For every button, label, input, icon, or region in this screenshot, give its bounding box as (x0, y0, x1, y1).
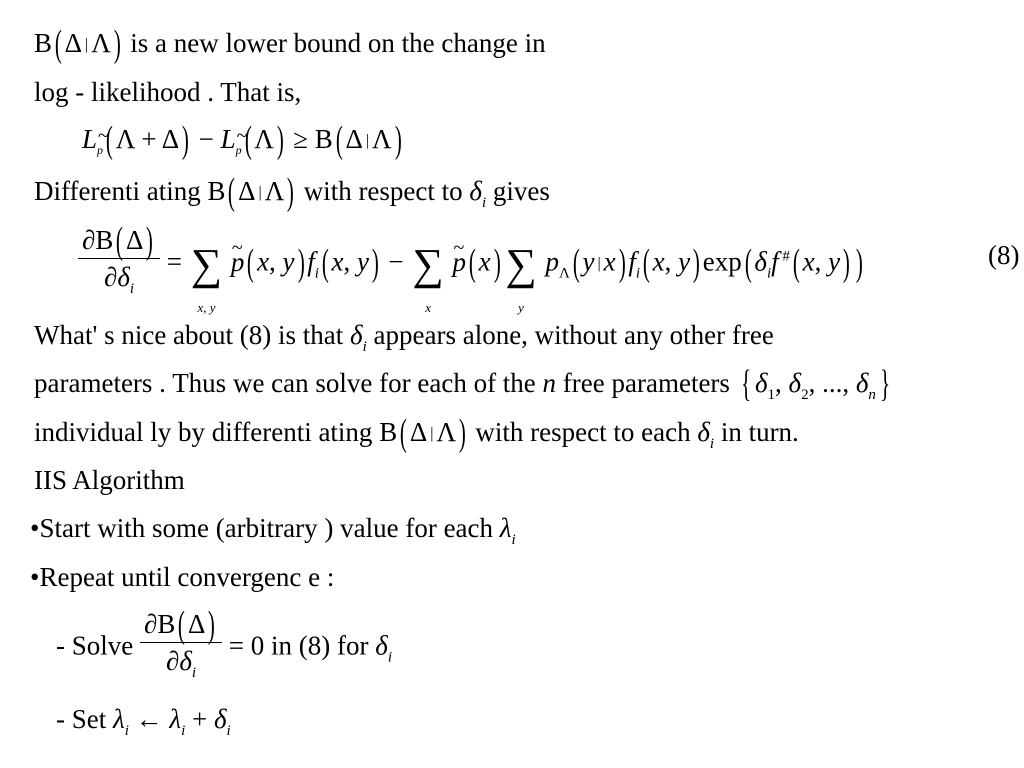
bullet-icon: • (30, 562, 40, 592)
text-line-8-pre: individual ly by differenti ating (34, 417, 373, 447)
step-solve: - Solve $\frac{\partial B( \Delta)}{\partial\delta_i}$ = 0 in (8) for $\delta_i$ (56, 606, 392, 691)
line-individually: individual ly by differenti ating B( Δ | Λ) with respect to each $\delta_i$ in turn. (34, 412, 799, 454)
equation-number: (8) (988, 240, 1020, 270)
bullet-icon: • (30, 513, 40, 543)
iis-algorithm-heading: IIS Algorithm (34, 465, 185, 495)
text-bullet-1: Start with some (arbitrary ) value for each (39, 513, 494, 543)
text-bullet-2: Repeat until convergenc e : (39, 562, 335, 592)
text-line-1: is a new lower bound on the change in (130, 28, 546, 58)
line-bound-definition (34, 23, 546, 65)
inequality-equation: L~ $_p$( Λ + Δ) − L~ $_p$( Λ) ≥ B( Δ | Λ) (82, 124, 404, 165)
text-set-pre: - Set (56, 704, 107, 734)
text-line-4-mid: with respect to (303, 176, 463, 206)
bound-expr: B( Δ | Λ) (34, 23, 121, 65)
line-parameters: parameters . Thus we can solve for each of the n free parameters { $\delta_1$, $\delta_2$, ..., $\delta_n$ } (34, 363, 891, 405)
text-line-2: log - likelihood . That is, (34, 77, 302, 107)
text-line-4-pre: Differenti ating (34, 176, 201, 206)
step-set: - Set $\lambda_i$ ← $\lambda_i + \delta_i$ (56, 704, 231, 739)
equation-8: $\frac{\partial B( \Delta)}{\partial\delta_i}$ = ∑ x, y ~ p( x, y) $f_i$( x, y) − ∑ x ~ p( x) ∑ y $p_\Lambda$( y | x) $f_i$( x, y) exp( $\delta_if$ #( x, y) ) (78, 222, 865, 307)
text-line-7-pre: parameters . Thus we can solve for each of the (34, 368, 536, 398)
text-solve-post: = 0 in (8) for (228, 630, 369, 661)
text-line-8-mid: with respect to each (475, 417, 691, 447)
bullet-start: •Start with some (arbitrary ) value for each $\lambda_i$ (30, 513, 516, 548)
derivative-fraction: $\frac{\partial B( \Delta)}{\partial\delta_i}$ (78, 222, 160, 307)
text-solve-pre: - Solve (56, 630, 134, 661)
text-line-7-post: free parameters (562, 368, 730, 398)
text-line-6-pre: What' s nice about (8) is that (34, 320, 344, 350)
solve-fraction: $\frac{\partial B( \Delta)}{\partial\delta_i}$ (140, 606, 222, 691)
line-differentiating: Differenti ating B( Δ | Λ) with respect to $\delta_i$ gives (34, 171, 550, 213)
text-line-6-post: appears alone, without any other free (373, 320, 774, 350)
text-line-8-post: in turn. (720, 417, 799, 447)
line-whats-nice: What' s nice about (8) is that $\delta_i$ appears alone, without any other free (34, 320, 774, 355)
text-line-4-post: gives (492, 176, 550, 206)
n-symbol: n (542, 368, 557, 398)
bullet-repeat (30, 562, 334, 592)
